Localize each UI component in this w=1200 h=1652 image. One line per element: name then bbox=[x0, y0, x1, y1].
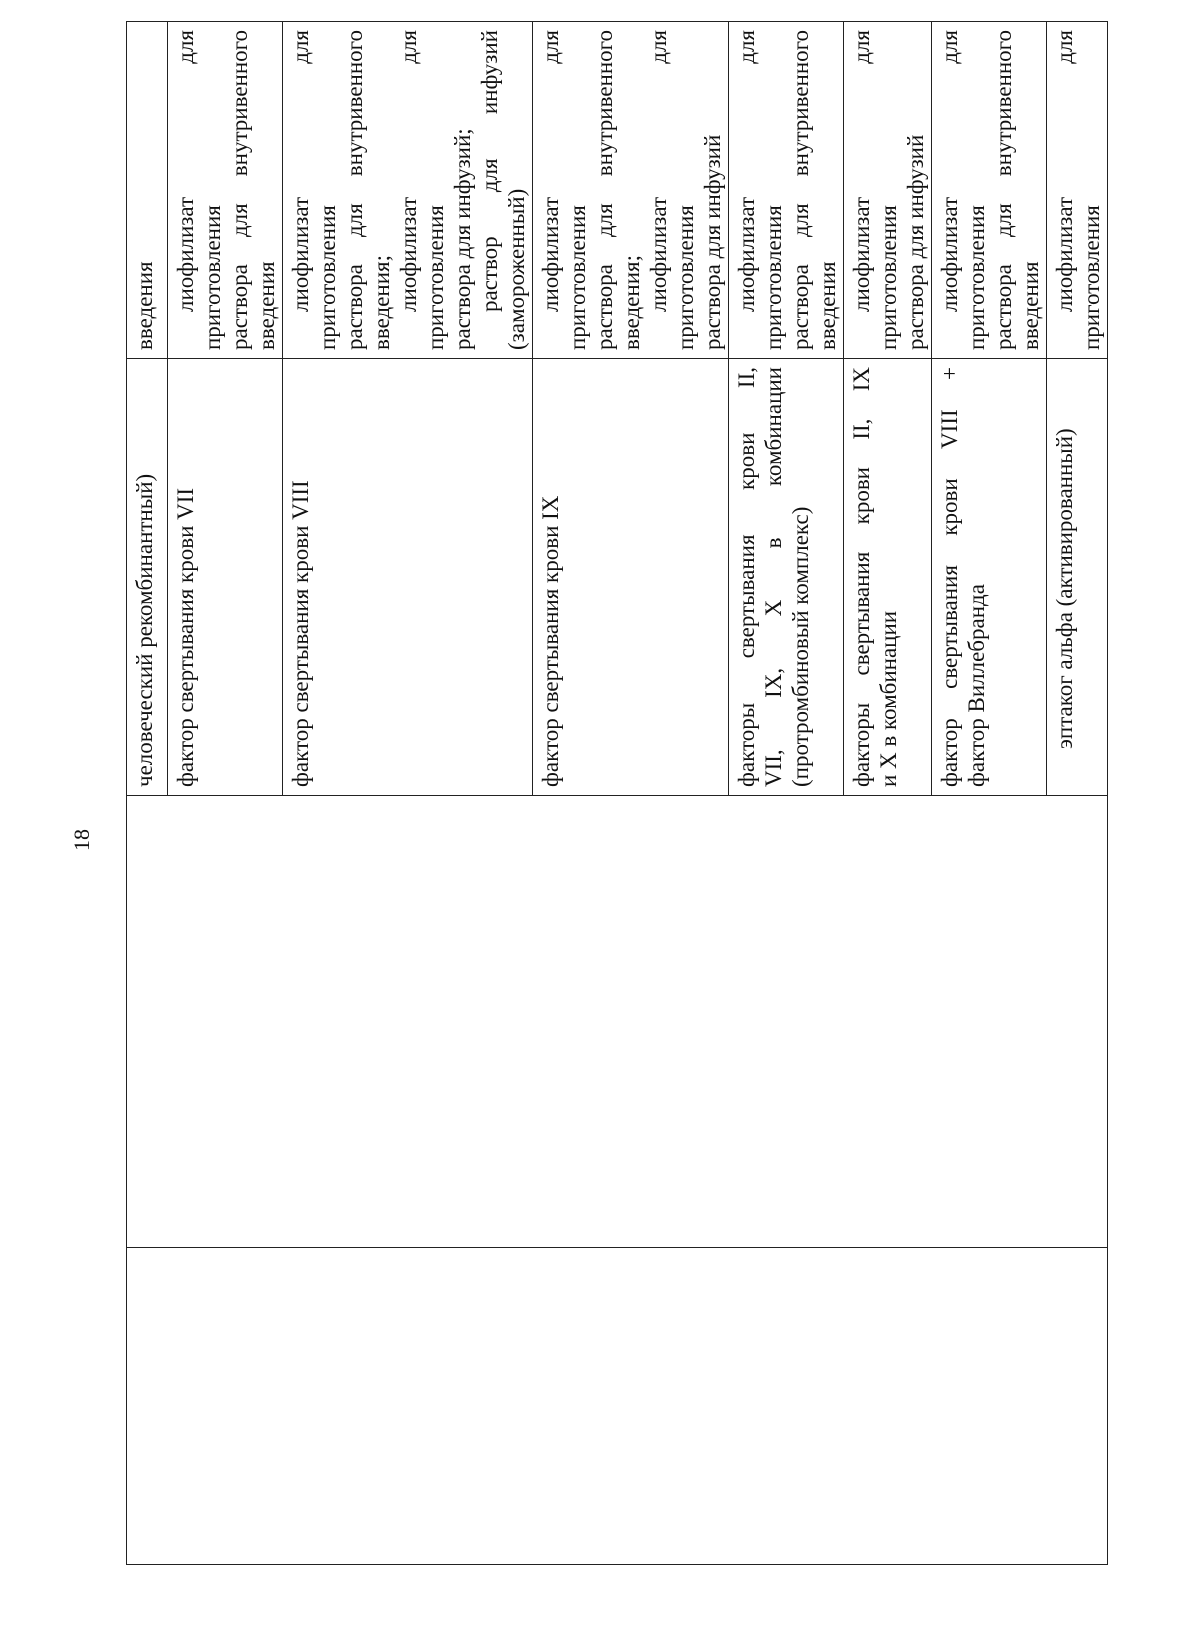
drug-name-cell: эптаког альфа (активированный) bbox=[1047, 359, 1108, 796]
drug-name-cell: факторы свертывания крови II, VII, IX, X в комбинации (протромбиновый комплекс) bbox=[729, 359, 844, 796]
dosage-form-cell: лиофилизат для приготовления раствора для внутривенного введения bbox=[932, 22, 1047, 359]
dosage-form-cell: введения bbox=[127, 22, 168, 359]
table-container bbox=[126, 30, 1104, 1565]
empty-code-cell bbox=[127, 1248, 1108, 1565]
drug-name-cell: факторы свертывания крови II, IX и X в комбинации bbox=[844, 359, 932, 796]
dosage-form-cell: лиофилизат для приготовления раствора для внутривенного введения; лиофилизат для приготовления раствора для инфузий; раствор для инфузий (замороженный) bbox=[283, 22, 533, 359]
drug-name-cell: человеческий рекомбинантный) bbox=[127, 359, 168, 796]
drug-name-cell: фактор свертывания крови IX bbox=[533, 359, 729, 796]
dosage-form-cell: лиофилизат для приготовления bbox=[1047, 22, 1108, 359]
drug-name-cell: фактор свертывания крови VIII + фактор Виллебранда bbox=[932, 359, 1047, 796]
table-row bbox=[127, 22, 168, 1565]
empty-group-cell bbox=[127, 796, 1108, 1248]
dosage-form-cell: лиофилизат для приготовления раствора для внутривенного введения; лиофилизат для приготовления раствора для инфузий bbox=[533, 22, 729, 359]
drug-name-cell: фактор свертывания крови VII bbox=[168, 359, 283, 796]
page-number: 18 bbox=[69, 829, 94, 851]
drug-table bbox=[126, 21, 1108, 1565]
dosage-form-cell: лиофилизат для приготовления раствора для внутривенного введения bbox=[168, 22, 283, 359]
dosage-form-cell: лиофилизат для приготовления раствора для инфузий bbox=[844, 22, 932, 359]
drug-name-cell: фактор свертывания крови VIII bbox=[283, 359, 533, 796]
dosage-form-cell: лиофилизат для приготовления раствора для внутривенного введения bbox=[729, 22, 844, 359]
